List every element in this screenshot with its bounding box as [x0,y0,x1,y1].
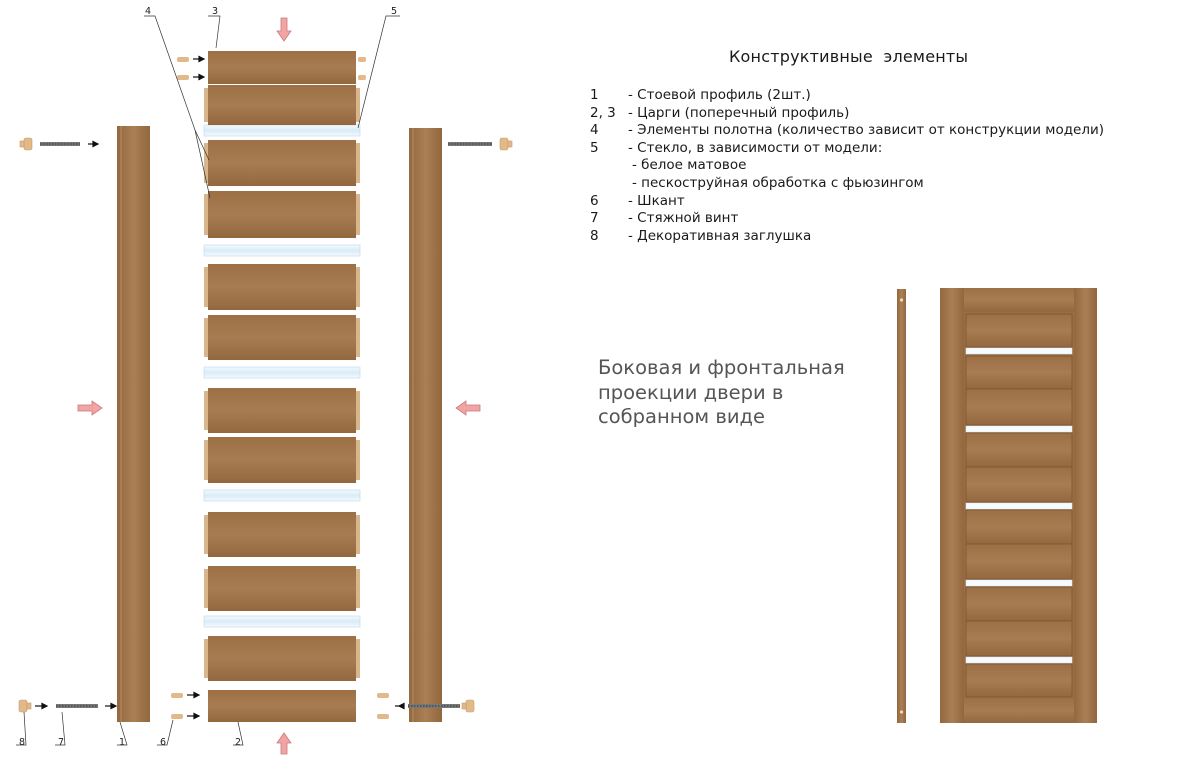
panel-element [208,566,356,611]
legend-item [590,228,1104,246]
section-title: Конструктивные элементы [729,47,969,66]
screw-bottom-right [408,704,460,708]
front-projection [940,288,1097,723]
screw-top-right [448,142,492,146]
legend-item [590,122,1104,140]
legend-text: - Стяжной винт [628,210,739,227]
legend-text: - Стекло, в зависимости от модели: [628,139,883,156]
panel-element [208,264,356,310]
legend-number: 7 [590,210,599,227]
legend-subitem: - пескоструйная обработка с фьюзингом [632,174,924,191]
top-rail [208,51,356,84]
screw-top-left [40,142,80,146]
callout-2: 2 [235,737,242,748]
screw-bottom-left [56,704,98,708]
legend-list [590,87,1104,245]
legend-text: - Декоративная заглушка [628,227,812,244]
callout-8: 8 [19,737,26,748]
legend-subitem: - белое матовое [632,157,747,174]
legend-number: 8 [590,227,599,244]
legend-number: 5 [590,139,599,156]
legend-text: - Стоевой профиль (2шт.) [628,87,811,103]
panel-element [208,85,356,125]
legend-item [590,193,1104,211]
legend-number: 2, 3 [590,104,616,121]
callout-7: 7 [58,737,65,748]
legend-item [590,140,1104,158]
callout-5: 5 [391,6,398,17]
legend-item [590,105,1104,123]
panel-element [208,512,356,557]
callout-1: 1 [119,737,126,748]
panel-element [208,140,356,186]
legend-item [590,210,1104,228]
legend-text: - Элементы полотна (количество зависит от конструкции модели) [628,122,1105,139]
panel-element [208,315,356,360]
stile-right [409,128,442,722]
panel-element [208,191,356,238]
projection-caption: Боковая и фронтальная проекции двери в собранном виде [598,356,845,428]
legend-text: - Царги (поперечный профиль) [628,104,850,121]
stile-left [117,126,150,722]
panel-element [208,636,356,681]
legend-text: - Шкант [628,192,685,209]
legend-number: 4 [590,122,599,139]
bottom-rail [208,690,356,722]
panel-element [208,388,356,433]
legend-item [590,87,1104,105]
callout-4: 4 [145,6,152,17]
panel-element [208,437,356,483]
legend-number: 6 [590,192,599,209]
callout-3: 3 [212,6,219,17]
legend-number: 1 [590,87,599,103]
side-projection [897,289,906,723]
callout-6: 6 [160,737,167,748]
